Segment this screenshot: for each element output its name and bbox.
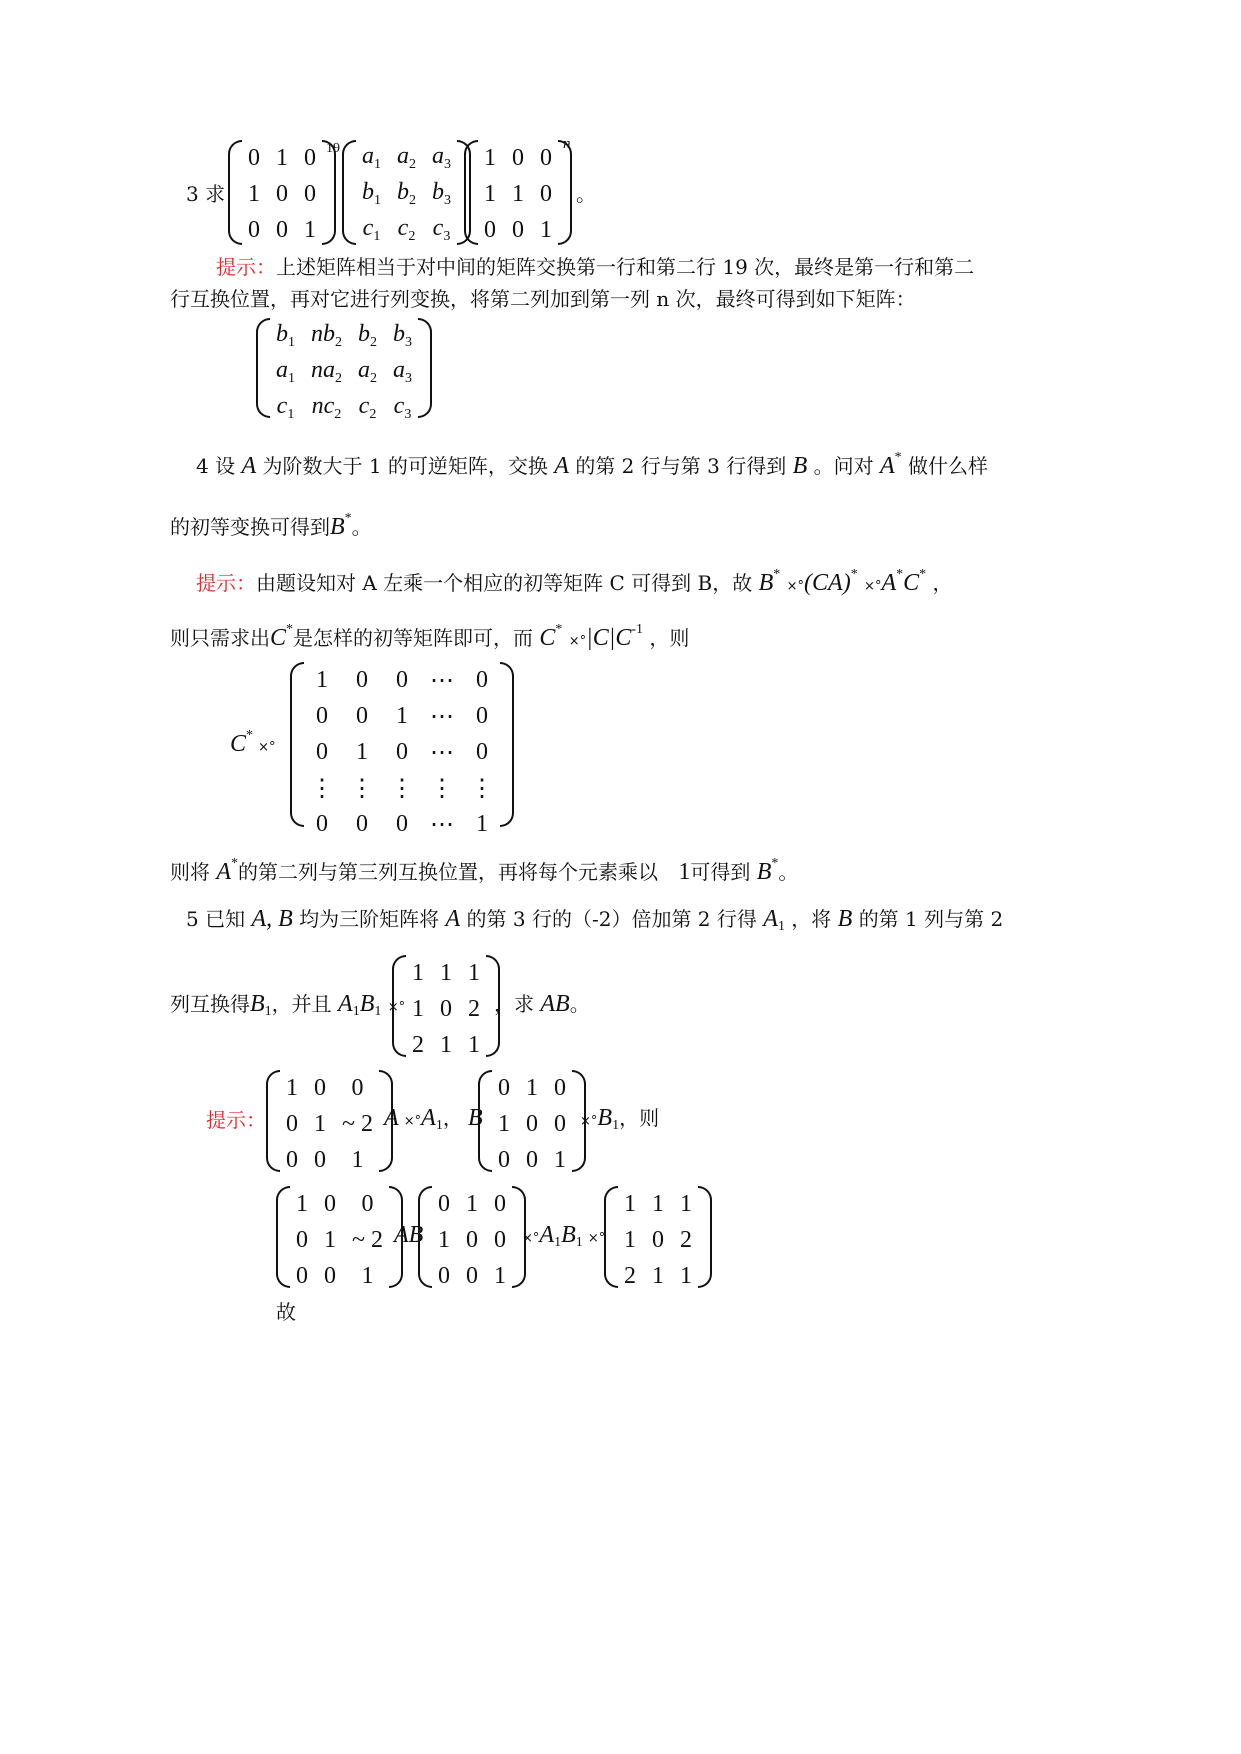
- q4-l4-star-2: *: [555, 622, 563, 637]
- q5-mb-cell: 0: [554, 1074, 566, 1101]
- q5-ma2-cell: ~ 2: [352, 1226, 383, 1253]
- q4-text-d: 。问对: [813, 454, 874, 478]
- q5-mb-cell: 1: [554, 1146, 566, 1173]
- q5-l2-text-c: ，求: [494, 992, 534, 1016]
- q3-m1-cell: 0: [248, 144, 260, 171]
- q5-l2-B1-2: B: [359, 991, 375, 1017]
- q4-l5-text-a: 则将: [170, 860, 210, 884]
- q5-hint-sub-1: 1: [435, 1118, 443, 1133]
- q4-cstar-cell: ⋮: [390, 775, 414, 802]
- q4-cstar-cell: 0: [316, 702, 328, 729]
- q3-m1-cell: 0: [248, 216, 260, 243]
- q5-hint2-sub-2: 1: [575, 1235, 583, 1250]
- q4-l4-C-3: C: [615, 625, 632, 651]
- q3-m1-row: [240, 176, 324, 212]
- q3-result-row: [268, 354, 420, 390]
- q5-result-row: [404, 955, 488, 991]
- q5-var-A1: A: [763, 906, 778, 932]
- q4-cstar-label: [230, 728, 276, 758]
- q3-m2-cell: $c_1$: [362, 215, 381, 244]
- q3-m2-cell: $a_1$: [362, 143, 381, 172]
- q3-result-row: [268, 318, 420, 354]
- q3-m1-row: [240, 140, 324, 176]
- q5-ma2-cell: 0: [296, 1226, 308, 1253]
- q5-mb2-cell: 1: [438, 1226, 450, 1253]
- q4-l5-star-2: *: [771, 856, 779, 871]
- q5-result-cell: 1: [468, 1031, 480, 1058]
- q3-label: [186, 180, 225, 208]
- q4-l5-num: 1: [678, 859, 691, 885]
- q4-period: 。: [351, 515, 372, 539]
- q5-mb-cell: 0: [554, 1110, 566, 1137]
- q4-cstar-row: [302, 698, 502, 734]
- q4-l4-text-b: 是怎样的初等矩阵即可，而: [293, 626, 534, 650]
- q5-hint2-AB-text: AB: [394, 1222, 424, 1248]
- q4-star: *: [894, 450, 902, 465]
- q3-result-cell: $b_2$: [358, 321, 377, 350]
- q3-m1-cell: 1: [248, 180, 260, 207]
- q4-text-l2: 的初等变换可得到: [170, 515, 330, 539]
- q4-hint-comma: ，: [932, 571, 953, 595]
- q4-line-4: [170, 616, 689, 656]
- q4-line-1: [196, 444, 988, 480]
- q4-cstar-cell: 1: [316, 666, 328, 693]
- q3-m2-row: [354, 176, 459, 212]
- q5-text-d: ，将: [791, 907, 832, 931]
- q4-l4-text-a: 则只需求出: [170, 626, 270, 650]
- q3-m2-cell: $a_3$: [432, 143, 451, 172]
- q5-l2-text-a: 列互换得: [170, 992, 250, 1016]
- q3-number: 3: [186, 182, 199, 206]
- q5-result-cell: 2: [468, 995, 480, 1022]
- q4-hint-C: C: [903, 570, 920, 596]
- q5-result-matrix: [392, 955, 500, 1057]
- q5-hint2-eq: [522, 1222, 605, 1251]
- q5-mb2-row: [430, 1258, 514, 1294]
- q5-res2-cell: 1: [652, 1190, 664, 1217]
- q4-l4-C-2: C: [539, 625, 556, 651]
- q3-m2-row: [354, 212, 459, 248]
- q3-result-cell: $a_2$: [358, 357, 377, 386]
- q4-cstar-cell: ⋮: [350, 775, 374, 802]
- q4-hint-star-3: *: [896, 567, 904, 582]
- q3-m2-cell: $c_3$: [432, 215, 451, 244]
- q5-mb2-row: [430, 1186, 514, 1222]
- q4-CA: (CA): [804, 570, 851, 596]
- q5-ma-cell: 0: [314, 1146, 326, 1173]
- q5-hint-eq-1: [384, 1104, 483, 1134]
- q3-m3-cell: 1: [540, 216, 552, 243]
- q4-text-c: 的第 2 行与第 3 行得到: [575, 454, 787, 478]
- q5-res2-cell: 1: [680, 1190, 692, 1217]
- q4-var-Astar: A: [879, 453, 895, 479]
- q3-m2-cell: $b_2$: [397, 179, 416, 208]
- q4-line-5: [170, 850, 798, 886]
- q5-ma2-cell: 0: [324, 1190, 336, 1217]
- q5-res2-row: [616, 1222, 700, 1258]
- q5-hint-sub-2: 1: [612, 1118, 620, 1133]
- q5-result-cell: 1: [412, 995, 424, 1022]
- q5-text-c: 的第 3 行的（-2）倍加第 2 行得: [466, 907, 757, 931]
- q5-hint-eq-sym-2: ×°: [580, 1114, 598, 1129]
- q5-hint2-A1: A: [539, 1222, 555, 1248]
- q5-l2-sub-3: 1: [374, 1004, 382, 1019]
- q4-cstar-cell: 0: [396, 666, 408, 693]
- q4-text-a: 4 设: [196, 454, 236, 478]
- q3-m3-cell: 1: [512, 180, 524, 207]
- q4-l5-star: *: [231, 856, 239, 871]
- q3-m3-cell: 0: [484, 216, 496, 243]
- q5-hint2-eq-sym-2: ×°: [587, 1231, 606, 1246]
- q5-mb-cell: 0: [498, 1074, 510, 1101]
- q5-text-a: 5 已知: [186, 907, 246, 931]
- q5-ma-row: [278, 1106, 381, 1142]
- q5-ma-cell: 0: [351, 1074, 364, 1101]
- q4-cstar-cell: 0: [356, 702, 368, 729]
- q5-l2-A1: A: [338, 991, 353, 1017]
- q4-cstar-row: [302, 734, 502, 770]
- q4-cstar-cell: 1: [476, 810, 488, 837]
- q5-mb2-cell: 0: [494, 1190, 506, 1217]
- q4-cstar-matrix: [290, 662, 514, 838]
- q5-hint-comma: ，: [442, 1106, 463, 1130]
- q3-result-cell: $a_1$: [276, 357, 295, 386]
- q3-m2-row: [354, 140, 459, 176]
- q5-res2-row: [616, 1186, 700, 1222]
- q5-mb2-cell: 0: [466, 1226, 478, 1253]
- q3-hint-line-1: [216, 253, 974, 281]
- q3-hint-text-2: 行互换位置，再对它进行列变换，将第二列加到第一列 n 次，最终可得到如下矩阵：: [170, 287, 916, 311]
- q5-hint-eq-sym-1: ×°: [403, 1114, 422, 1129]
- q4-l4-C: C: [270, 625, 287, 651]
- q5-text-e: 的第 1 列与第 2: [858, 907, 1004, 931]
- q3-m3-row: [476, 212, 560, 248]
- q4-hint-star-2: *: [850, 567, 858, 582]
- q4-hint-A: A: [881, 570, 897, 596]
- q5-ma2-cell: 0: [361, 1190, 374, 1217]
- q4-cstar-cell: 0: [356, 810, 368, 837]
- q3-matrix-2: [342, 140, 471, 245]
- q5-mb2-row: [430, 1222, 514, 1258]
- q5-ma-cell: 1: [314, 1110, 326, 1137]
- q4-var-Bstar: B: [330, 514, 345, 540]
- q5-res2-cell: 1: [624, 1226, 636, 1253]
- q5-mb-cell: 1: [498, 1110, 510, 1137]
- q3-result-cell: $nc_2$: [311, 393, 342, 422]
- q4-cstar-cell: ⋮: [470, 775, 494, 802]
- q5-hint-then: ，则: [619, 1106, 660, 1130]
- q5-mb2-cell: 0: [494, 1226, 506, 1253]
- q4-l4-star: *: [286, 622, 294, 637]
- q4-hint-B: B: [758, 570, 774, 596]
- q5-hint-eq-2: [580, 1104, 659, 1134]
- q4-l5-B: B: [756, 859, 772, 885]
- q5-ma2-cell: 0: [324, 1262, 336, 1289]
- q4-cstar-cell: ⋯: [430, 811, 454, 838]
- q5-hint2-matrix-a: [276, 1186, 403, 1288]
- q3-result-row: [268, 390, 420, 426]
- q3-result-cell: $c_1$: [276, 393, 295, 422]
- q4-hint-text: 由题设知对 A 左乘一个相应的初等矩阵 C 可得到 B，故: [256, 571, 753, 595]
- q5-result-cell: 0: [440, 995, 452, 1022]
- q5-line-1: [186, 905, 1003, 941]
- q5-result-cell: 2: [412, 1031, 424, 1058]
- q3-exponent-n: n: [563, 136, 571, 152]
- q4-text-b: 为阶数大于 1 的可逆矩阵，交换: [262, 454, 548, 478]
- q3-m1-cell: 1: [276, 144, 288, 171]
- q5-result-cell: 1: [412, 959, 424, 986]
- q5-ma2-row: [288, 1258, 391, 1294]
- q5-mb-cell: 0: [526, 1110, 538, 1137]
- q4-cstar-cell: 0: [356, 666, 368, 693]
- q5-l2-B1: B: [250, 991, 265, 1017]
- q3-m3-row: [476, 140, 560, 176]
- q4-var-A: A: [241, 453, 257, 479]
- q5-l2-sub: 1: [264, 1004, 272, 1019]
- q5-mb2-cell: 1: [494, 1262, 506, 1289]
- q4-text-e: 做什么样: [908, 454, 988, 478]
- q4-cstar-cell: 1: [356, 738, 368, 765]
- q4-cstar-row: [302, 662, 502, 698]
- q5-ma-row: [278, 1070, 381, 1106]
- q4-cstar-cell: 0: [476, 702, 488, 729]
- q4-cstar-row: [302, 806, 502, 842]
- q5-hint-matrix-b: [478, 1070, 586, 1172]
- q5-ma-cell: 0: [286, 1110, 298, 1137]
- q5-mb-cell: 1: [526, 1074, 538, 1101]
- q3-m3-cell: 0: [512, 144, 524, 171]
- q5-ma-cell: 0: [286, 1146, 298, 1173]
- q4-hint-star-1: *: [773, 567, 781, 582]
- q4-cstar-C: C: [230, 731, 247, 757]
- q3-m2-cell: $b_3$: [432, 179, 451, 208]
- q5-result-cell: 1: [468, 959, 480, 986]
- q5-mb-row: [490, 1142, 574, 1178]
- q3-hint-label: 提示：: [216, 255, 276, 279]
- q5-var-A: A: [445, 906, 461, 932]
- q3-exponent-19: 19: [326, 141, 340, 156]
- q5-ma-cell: 1: [286, 1074, 298, 1101]
- q4-l5-text-c: 可得到: [690, 860, 751, 884]
- q5-l2-sub-2: 1: [352, 1004, 360, 1019]
- q4-cstar-cell: ⋮: [310, 775, 334, 802]
- q5-mb-row: [490, 1106, 574, 1142]
- q4-cstar-row: [302, 770, 502, 806]
- q4-l4-eq-symbol: ×°: [568, 634, 587, 649]
- q5-l2-eq: ×°: [387, 1000, 406, 1015]
- q5-line-2-end: [494, 990, 590, 1018]
- q3-m1-cell: 1: [304, 216, 316, 243]
- q4-l4-text-c: ，则: [649, 626, 690, 650]
- q5-result-cell: 1: [440, 959, 452, 986]
- q5-ma2-row: [288, 1222, 391, 1258]
- q4-cstar-cell: ⋯: [430, 703, 454, 730]
- q4-cstar-cell: 0: [396, 738, 408, 765]
- q4-hint-star-4: *: [919, 567, 927, 582]
- q4-hint-line: [196, 561, 953, 601]
- q3-period: 。: [576, 182, 596, 206]
- q3-m1-row: [240, 212, 324, 248]
- q3-result-cell: $c_3$: [393, 393, 412, 422]
- q3-m3-cell: 1: [484, 144, 496, 171]
- q5-mb-row: [490, 1070, 574, 1106]
- q3-m1-cell: 0: [276, 180, 288, 207]
- q5-mb-cell: 0: [498, 1146, 510, 1173]
- q3-result-matrix: [256, 318, 432, 422]
- q4-cstar-cell: 0: [476, 738, 488, 765]
- q4-eq-symbol-2: ×°: [864, 579, 882, 594]
- q5-hint2-matrix-b: [418, 1186, 526, 1288]
- q3-matrix-3: [464, 140, 572, 245]
- q3-m3-row: [476, 176, 560, 212]
- q5-hint-B1: B: [597, 1105, 613, 1131]
- q5-ma2-cell: 1: [361, 1262, 374, 1289]
- q5-res2-cell: 1: [652, 1262, 664, 1289]
- q4-line-2: [170, 505, 372, 541]
- q4-cstar-eq: ×°: [258, 740, 276, 755]
- q5-result-row: [404, 991, 488, 1027]
- q5-l2-period: 。: [569, 992, 590, 1016]
- q4-cstar-cell: 0: [316, 810, 328, 837]
- q5-mb2-cell: 1: [466, 1190, 478, 1217]
- q4-l5-text-b: 的第二列与第三列互换位置，再将每个元素乘以: [238, 860, 659, 884]
- q5-line-2: [170, 990, 405, 1026]
- q3-result-cell: $a_3$: [393, 357, 412, 386]
- q5-ma-cell: 0: [314, 1074, 326, 1101]
- q5-ma-cell: ~ 2: [342, 1110, 373, 1137]
- q5-hint2-matrix-res: [604, 1186, 712, 1288]
- q5-res2-cell: 1: [680, 1262, 692, 1289]
- q5-mb2-cell: 0: [438, 1262, 450, 1289]
- q5-hint2-B1: B: [561, 1222, 576, 1248]
- q5-ma2-row: [288, 1186, 391, 1222]
- q5-ma-row: [278, 1142, 381, 1178]
- q3-result-cell: $b_3$: [393, 321, 412, 350]
- q3-result-cell: $c_2$: [358, 393, 377, 422]
- q4-var-A-2: A: [554, 453, 569, 479]
- q5-res2-cell: 2: [624, 1262, 636, 1289]
- q5-res2-row: [616, 1258, 700, 1294]
- q5-hint-B: B: [467, 1105, 483, 1131]
- q5-result-cell: 1: [440, 1031, 452, 1058]
- q5-l2-text-b: ，并且: [271, 992, 332, 1016]
- q4-cstar-cell: ⋯: [430, 739, 454, 766]
- q5-ma2-cell: 1: [296, 1190, 308, 1217]
- q4-l5-period: 。: [778, 860, 799, 884]
- q3-result-cell: $na_2$: [311, 357, 342, 386]
- q5-mb2-cell: 0: [466, 1262, 478, 1289]
- q5-text-b: 均为三阶矩阵将: [299, 907, 440, 931]
- q5-ma-cell: 1: [351, 1146, 364, 1173]
- q4-cstar-cell: 0: [396, 810, 408, 837]
- q3-m2-cell: $a_2$: [397, 143, 416, 172]
- q4-cstar-cell: ⋯: [430, 667, 454, 694]
- q3-m1-cell: 0: [304, 144, 316, 171]
- q4-cstar-cell: ⋮: [430, 775, 454, 802]
- q3-result-cell: $b_1$: [276, 321, 295, 350]
- q3-m2-cell: $b_1$: [362, 179, 381, 208]
- q5-res2-cell: 2: [680, 1226, 692, 1253]
- q4-eq-symbol-1: ×°: [786, 579, 805, 594]
- q4-inverse: -1: [631, 622, 644, 637]
- q5-hint2-eq-sym-1: ×°: [522, 1231, 540, 1246]
- q4-abs-C: |C|: [586, 625, 616, 651]
- q5-mb2-cell: 0: [438, 1190, 450, 1217]
- q3-matrix-1: [228, 140, 336, 245]
- q3-m1-cell: 0: [304, 180, 316, 207]
- q4-l5-A: A: [216, 859, 232, 885]
- q3-m3-cell: 0: [540, 180, 552, 207]
- q4-hint-label: 提示：: [196, 571, 256, 595]
- q5-l2-AB: AB: [540, 991, 570, 1017]
- q5-result-row: [404, 1027, 488, 1063]
- q3-result-cell: $nb_2$: [311, 321, 342, 350]
- q5-hint-matrix-a: [266, 1070, 393, 1172]
- q5-hint-label: 提示：: [206, 1108, 266, 1132]
- q3-m3-cell: 1: [484, 180, 496, 207]
- q5-var-AB: A, B: [251, 906, 293, 932]
- q5-mb-cell: 0: [526, 1146, 538, 1173]
- q5-ma2-cell: 1: [324, 1226, 336, 1253]
- q4-cstar-cell: 1: [396, 702, 408, 729]
- q4-cstar-star: *: [246, 728, 254, 743]
- q5-sub-1: 1: [777, 919, 785, 934]
- q5-res2-cell: 1: [624, 1190, 636, 1217]
- q5-therefore: 故: [276, 1300, 296, 1324]
- q3-m3-cell: 0: [540, 144, 552, 171]
- q3-hint-text-1: 上述矩阵相当于对中间的矩阵交换第一行和第二行 19 次，最终是第一行和第二: [276, 255, 975, 279]
- q4-cstar-cell: 0: [476, 666, 488, 693]
- q3-m3-cell: 0: [512, 216, 524, 243]
- q5-res2-cell: 0: [652, 1226, 664, 1253]
- q4-star-2: *: [344, 511, 352, 526]
- q3-m1-cell: 0: [276, 216, 288, 243]
- q3-m2-cell: $c_2$: [397, 215, 416, 244]
- q5-hint-A1: A: [421, 1105, 436, 1131]
- q3-ask: 求: [205, 182, 226, 206]
- q5-ma2-cell: 0: [296, 1262, 308, 1289]
- q4-var-B: B: [792, 453, 808, 479]
- q5-hint2-sub-1: 1: [554, 1235, 562, 1250]
- q5-var-B: B: [837, 906, 853, 932]
- q4-cstar-cell: 0: [316, 738, 328, 765]
- q5-hint-A: A: [384, 1105, 399, 1131]
